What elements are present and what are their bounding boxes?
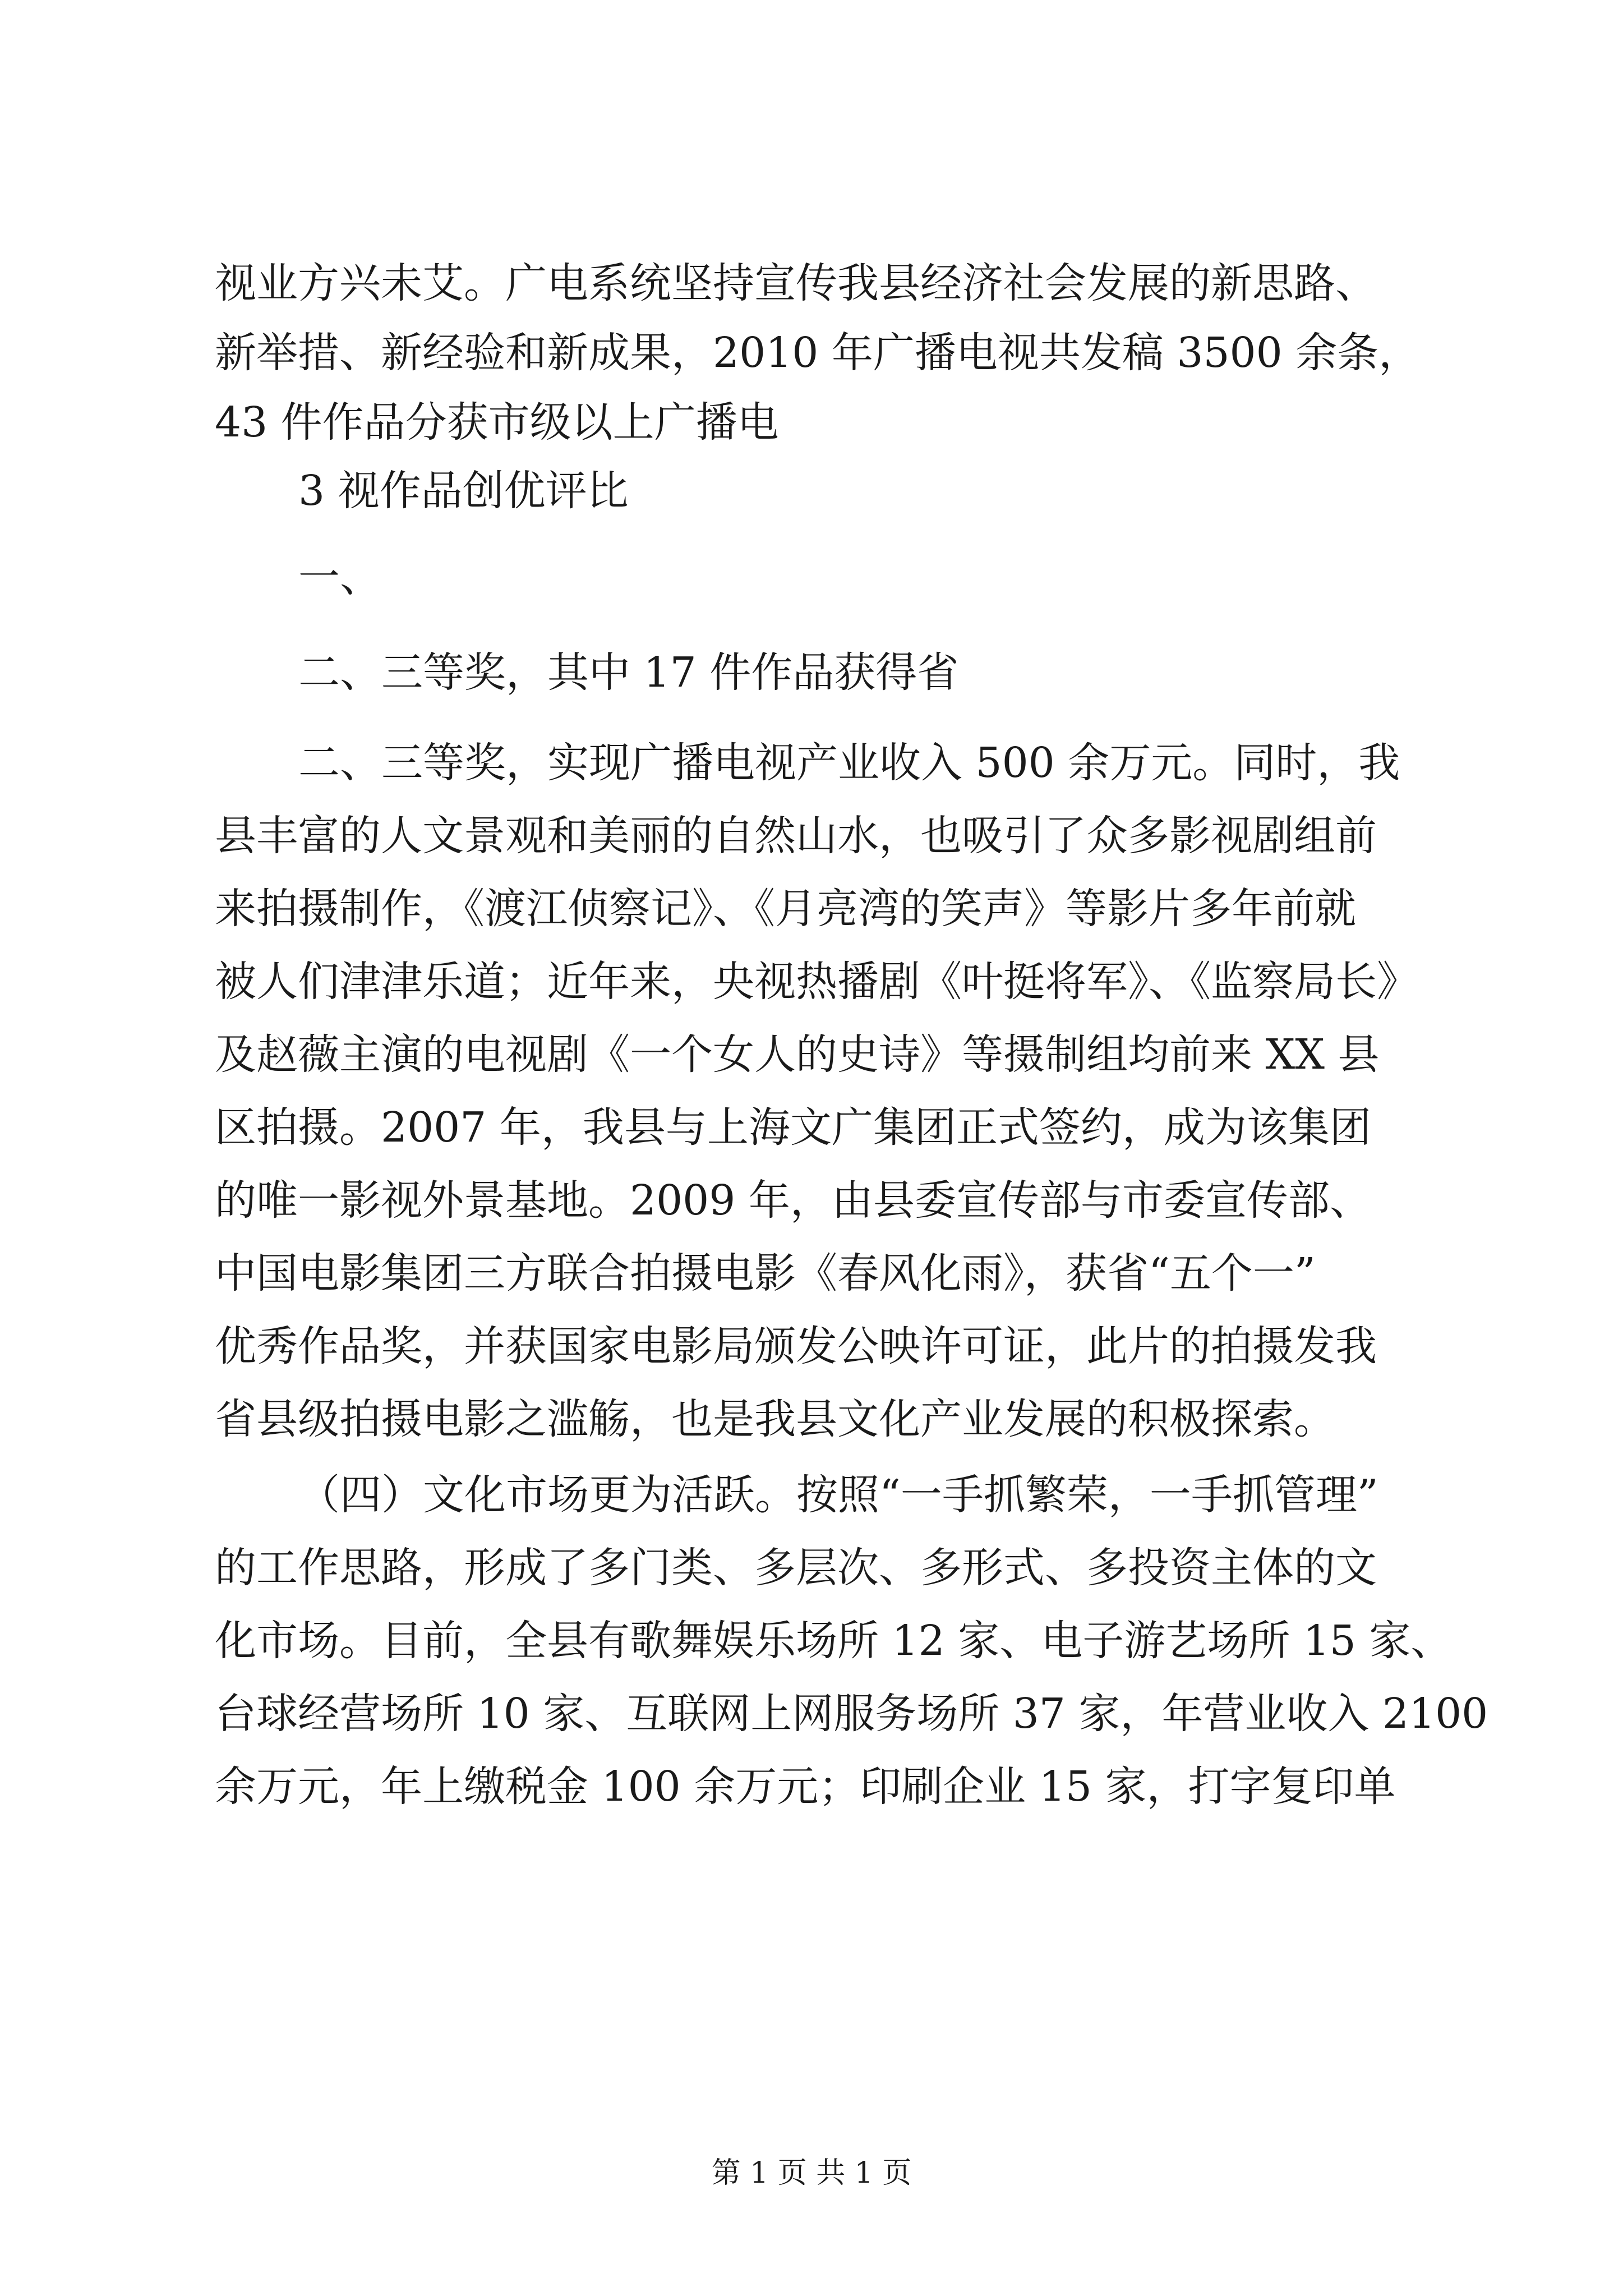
text-line-6: 二、三等奖，其中 17 件作品获得省 (298, 648, 959, 697)
text-line-17: （四）文化市场更为活跃。按照“一手抓繁荣，一手抓管理” (298, 1471, 1378, 1519)
text-line-15: 优秀作品奖，并获国家电影局颁发公映许可证，此片的拍摄发我 (215, 1322, 1377, 1370)
page-footer: 第 1 页 共 1 页 (711, 2156, 912, 2190)
text-line-2: 新举措、新经验和新成果，2010 年广播电视共发稿 3500 余条， (215, 329, 1421, 377)
text-line-1: 视业方兴未艾。广电系统坚持宣传我县经济社会发展的新思路、 (215, 259, 1377, 307)
text-line-3: 43 件作品分获市级以上广播电 (215, 398, 779, 447)
text-line-16: 省县级拍摄电影之滥觞，也是我县文化产业发展的积极探索。 (215, 1395, 1335, 1443)
text-line-13: 的唯一影视外景基地。2009 年，由县委宣传部与市委宣传部、 (215, 1176, 1371, 1225)
text-line-5: 一、 (298, 553, 381, 601)
text-line-7: 二、三等奖，实现广播电视产业收入 500 余万元。同时，我 (298, 739, 1400, 787)
text-line-21: 余万元，年上缴税金 100 余万元；印刷企业 15 家，打字复印单 (215, 1763, 1396, 1811)
text-line-9: 来拍摄制作，《渡江侦察记》、《月亮湾的笑声》等影片多年前就 (215, 885, 1356, 933)
text-line-12: 区拍摄。2007 年，我县与上海文广集团正式签约，成为该集团 (215, 1103, 1371, 1152)
text-line-11: 及赵薇主演的电视剧《一个女人的史诗》等摄制组均前来 XX 县 (215, 1030, 1380, 1079)
text-line-20: 台球经营场所 10 家、互联网上网服务场所 37 家，年营业收入 2100 (215, 1690, 1488, 1738)
text-line-14: 中国电影集团三方联合拍摄电影《春风化雨》，获省“五个一” (215, 1249, 1316, 1297)
text-line-19: 化市场。目前，全县有歌舞娱乐场所 12 家、电子游艺场所 15 家、 (215, 1617, 1453, 1665)
text-line-4: 3 视作品创优评比 (298, 467, 629, 515)
text-line-10: 被人们津津乐道；近年来，央视热播剧《叶挺将军》、《监察局长》 (215, 958, 1418, 1006)
text-line-8: 县丰富的人文景观和美丽的自然山水，也吸引了众多影视剧组前 (215, 812, 1377, 860)
text-line-18: 的工作思路，形成了多门类、多层次、多形式、多投资主体的文 (215, 1544, 1377, 1592)
